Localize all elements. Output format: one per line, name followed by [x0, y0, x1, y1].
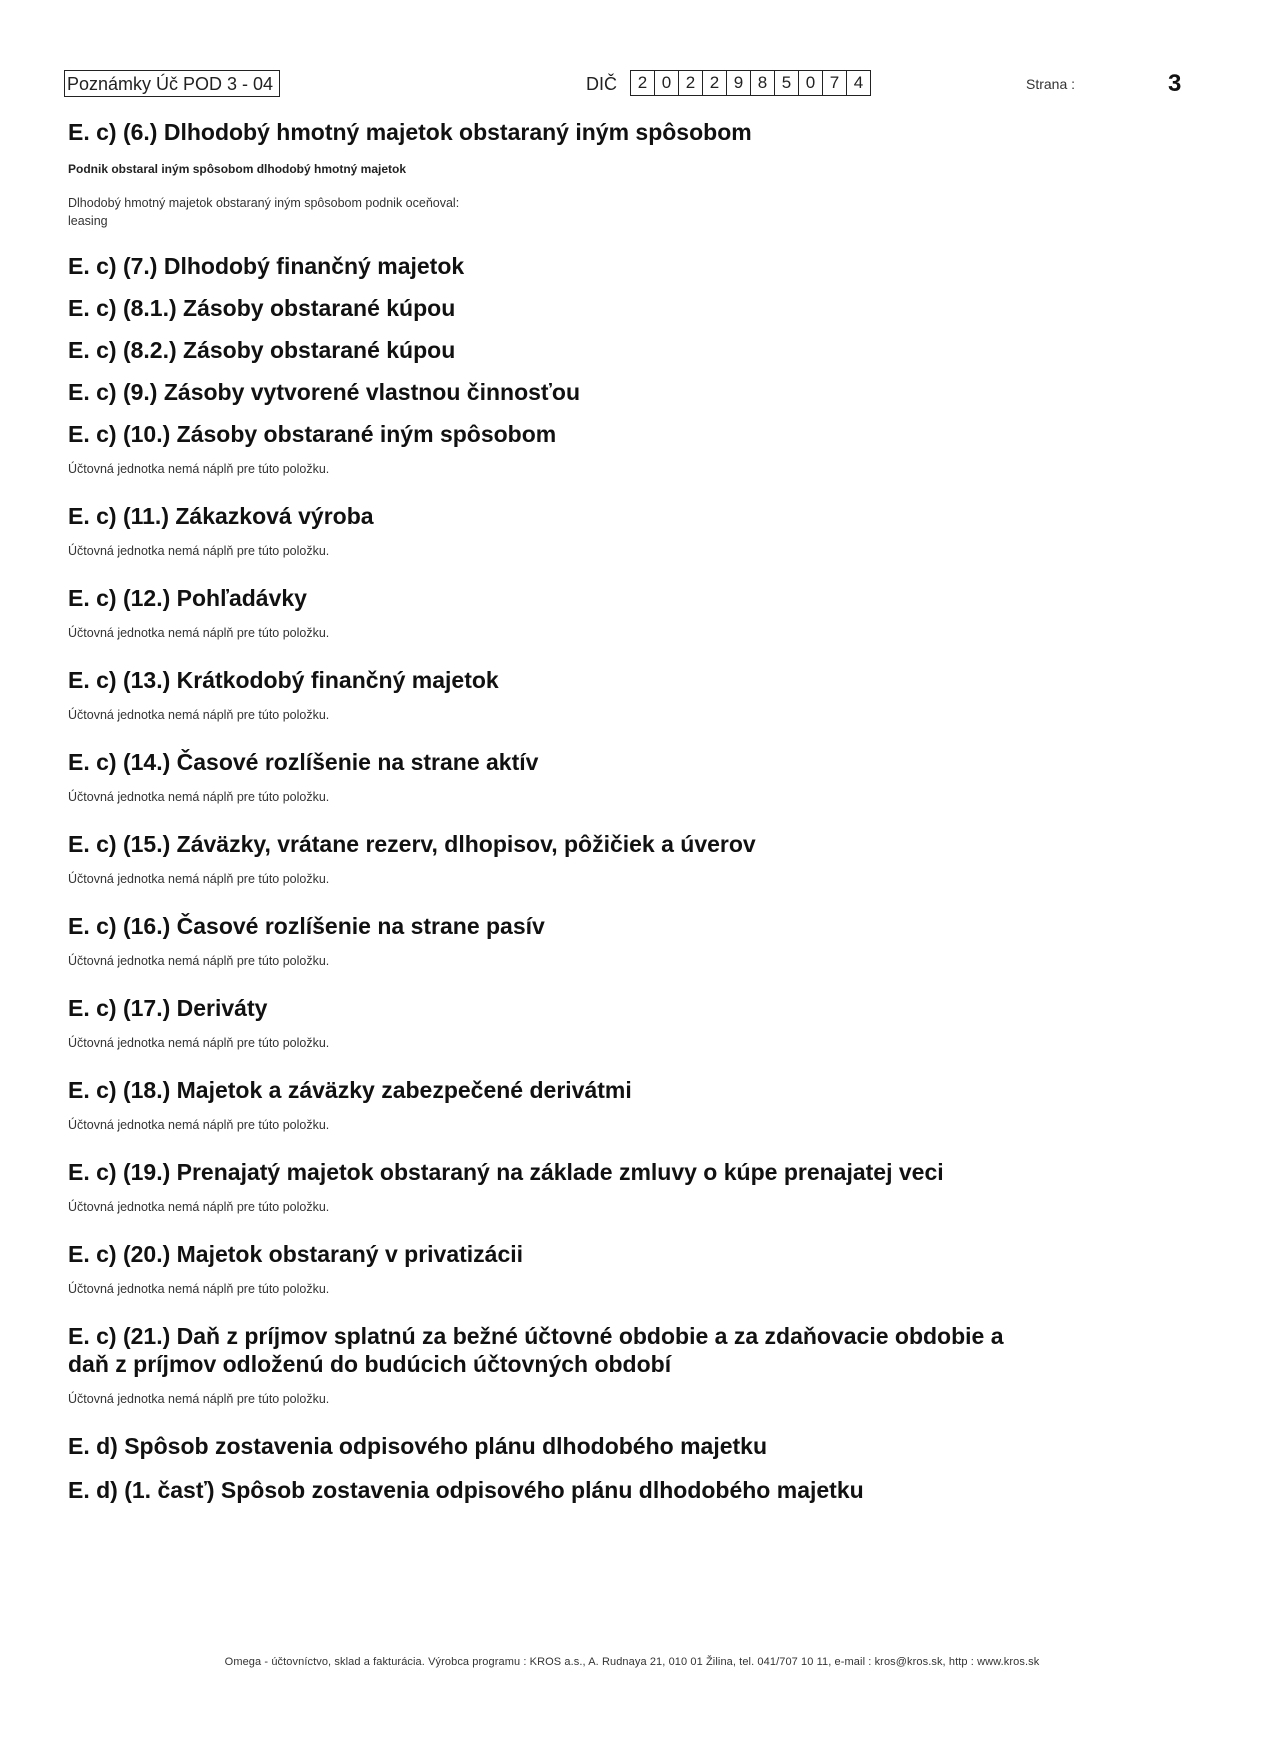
empty-item-note: Účtovná jednotka nemá náplň pre túto položku.	[68, 1392, 330, 1406]
empty-item-note: Účtovná jednotka nemá náplň pre túto položku.	[68, 626, 330, 640]
section-heading: E. d) Spôsob zostavenia odpisového plánu dlhodobého majetku	[68, 1433, 767, 1459]
page-header	[64, 70, 1182, 100]
section-heading: E. c) (8.2.) Zásoby obstarané kúpou	[68, 337, 456, 363]
dic-digit-boxes	[630, 70, 871, 96]
empty-item-note: Účtovná jednotka nemá náplň pre túto položku.	[68, 708, 330, 722]
page-footer: Omega - účtovníctvo, sklad a fakturácia. Výrobca programu : KROS a.s., A. Rudnaya 21, 010 01 Žilina, tel. 041/707 10 11, e-mail : kros@kros.sk, http : www.kros.sk	[224, 1656, 1040, 1668]
dic-digit: 2	[703, 71, 727, 95]
section-heading: E. d) (1. časť) Spôsob zostavenia odpisového plánu dlhodobého majetku	[68, 1477, 864, 1503]
section-text: leasing	[68, 214, 108, 228]
section-heading: E. c) (8.1.) Zásoby obstarané kúpou	[68, 295, 456, 321]
empty-item-note: Účtovná jednotka nemá náplň pre túto položku.	[68, 1036, 330, 1050]
section-heading: E. c) (19.) Prenajatý majetok obstaraný na základe zmluvy o kúpe prenajatej veci	[68, 1159, 944, 1185]
section-heading: E. c) (14.) Časové rozlíšenie na strane aktív	[68, 749, 539, 775]
empty-item-note: Účtovná jednotka nemá náplň pre túto položku.	[68, 462, 330, 476]
dic-digit: 9	[727, 71, 751, 95]
dic-digit: 5	[775, 71, 799, 95]
empty-item-note: Účtovná jednotka nemá náplň pre túto položku.	[68, 872, 330, 886]
dic-digit: 2	[631, 71, 655, 95]
empty-item-note: Účtovná jednotka nemá náplň pre túto položku.	[68, 1118, 330, 1132]
section-heading: E. c) (15.) Záväzky, vrátane rezerv, dlhopisov, pôžičiek a úverov	[68, 831, 756, 857]
section-heading: E. c) (21.) Daň z príjmov splatnú za bežné účtovné obdobie a za zdaňovacie obdobie a	[68, 1323, 1004, 1349]
dic-digit: 8	[751, 71, 775, 95]
dic-digit: 0	[655, 71, 679, 95]
dic-digit: 4	[853, 73, 864, 92]
form-code-box: Poznámky Úč POD 3 - 04	[64, 70, 280, 97]
empty-item-note: Účtovná jednotka nemá náplň pre túto položku.	[68, 1200, 330, 1214]
empty-item-note: Účtovná jednotka nemá náplň pre túto položku.	[68, 954, 330, 968]
section-heading: E. c) (9.) Zásoby vytvorené vlastnou činnosťou	[68, 379, 581, 405]
section-heading-continued: daň z príjmov odloženú do budúcich účtovných období	[68, 1351, 672, 1377]
section-heading: E. c) (13.) Krátkodobý finančný majetok	[68, 667, 499, 693]
page-label: Strana :	[1026, 76, 1076, 92]
section-heading: E. c) (17.) Deriváty	[68, 995, 268, 1021]
section-heading: E. c) (16.) Časové rozlíšenie na strane pasív	[68, 913, 545, 939]
empty-item-note: Účtovná jednotka nemá náplň pre túto položku.	[68, 1282, 330, 1296]
section-heading: E. c) (6.) Dlhodobý hmotný majetok obstaraný iným spôsobom	[68, 119, 752, 145]
dic-digit: 2	[679, 71, 703, 95]
notes-content	[68, 118, 1148, 1504]
section-heading: E. c) (12.) Pohľadávky	[68, 585, 307, 611]
section-text: Dlhodobý hmotný majetok obstaraný iným spôsobom podnik oceňoval:	[68, 196, 460, 210]
page-number: 3	[1168, 70, 1182, 97]
dic-digit: 0	[799, 71, 823, 95]
section-subheading: Podnik obstaral iným spôsobom dlhodobý hmotný majetok	[68, 162, 407, 176]
dic-digit: 7	[823, 71, 847, 95]
empty-item-note: Účtovná jednotka nemá náplň pre túto položku.	[68, 790, 330, 804]
section-heading: E. c) (10.) Zásoby obstarané iným spôsobom	[68, 421, 557, 447]
empty-item-note: Účtovná jednotka nemá náplň pre túto položku.	[68, 544, 330, 558]
section-heading: E. c) (18.) Majetok a záväzky zabezpečené derivátmi	[68, 1077, 632, 1103]
section-heading: E. c) (20.) Majetok obstaraný v privatizácii	[68, 1241, 524, 1267]
section-heading: E. c) (7.) Dlhodobý finančný majetok	[68, 253, 465, 279]
dic-label: DIČ	[586, 74, 617, 94]
section-heading: E. c) (11.) Zákazková výroba	[68, 503, 374, 529]
